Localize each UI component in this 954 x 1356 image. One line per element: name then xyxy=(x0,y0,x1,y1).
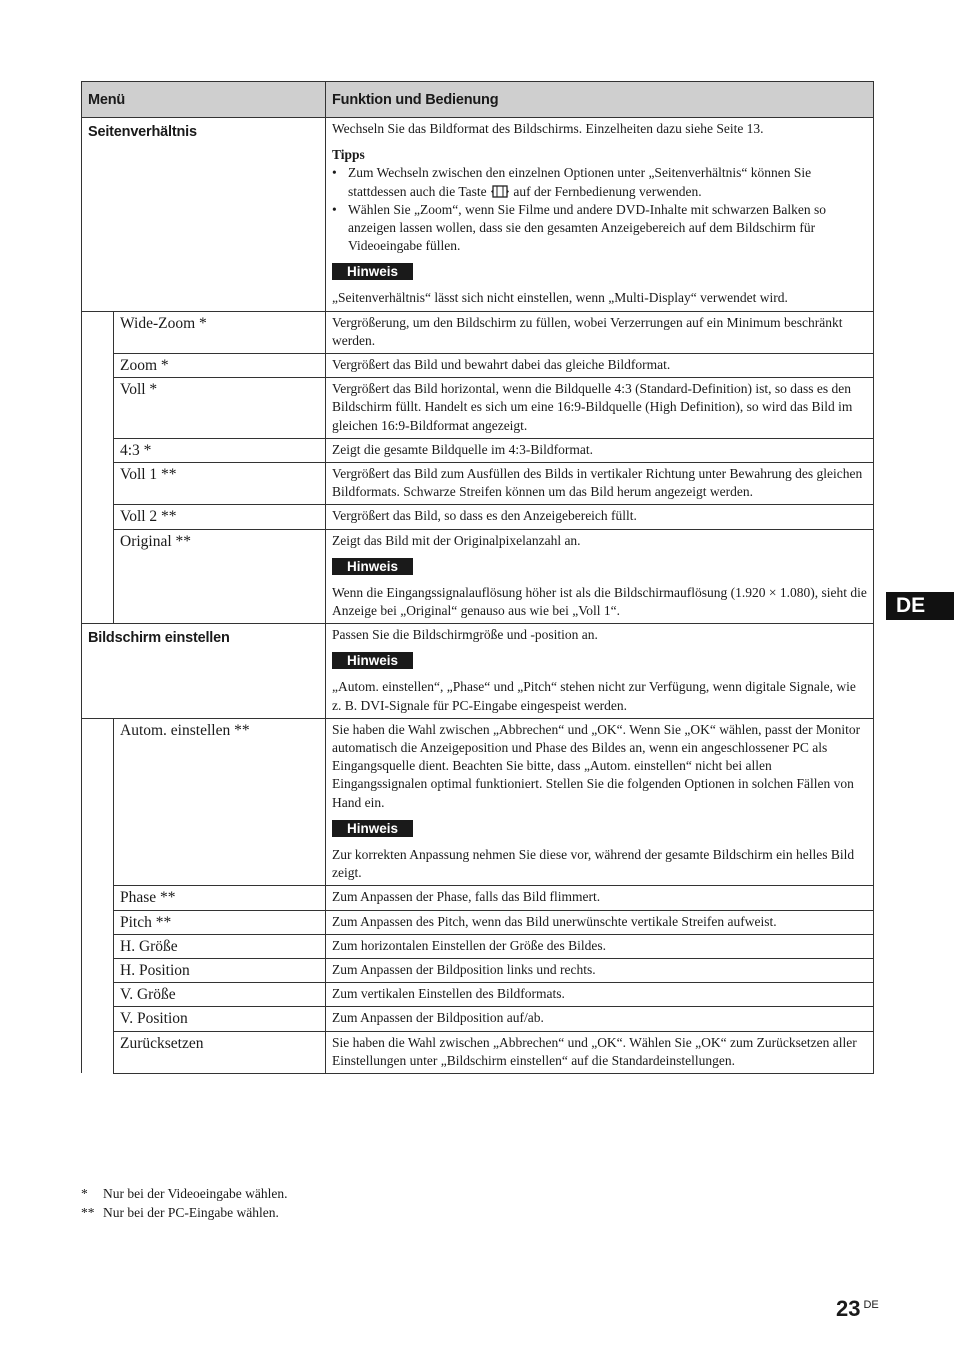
section-description xyxy=(326,624,874,719)
section-title-bildschirm-einstellen: Bildschirm einstellen xyxy=(82,624,326,719)
option-description: Vergrößert das Bild und bewahrt dabei das gleiche Bildformat. xyxy=(326,354,874,378)
option-description: Zum Anpassen des Pitch, wenn das Bild unerwünschte vertikale Streifen aufweist. xyxy=(326,910,874,934)
footnotes xyxy=(81,1184,288,1222)
header-menu: Menü xyxy=(82,82,326,118)
note-text: „Seitenverhältnis“ lässt sich nicht einstellen, wenn „Multi-Display“ verwendet wird. xyxy=(332,290,788,306)
table-header-row xyxy=(82,82,874,118)
option-name: H. Größe xyxy=(114,934,326,958)
option-name: 4:3 * xyxy=(114,438,326,462)
option-description: Zum horizontalen Einstellen der Größe des Bildes. xyxy=(326,934,874,958)
option-description: Zum Anpassen der Phase, falls das Bild flimmert. xyxy=(326,886,874,910)
table-row xyxy=(82,1031,874,1073)
table-row xyxy=(82,718,874,885)
option-description: Zum vertikalen Einstellen des Bildformats. xyxy=(326,983,874,1007)
note-text: Wenn die Eingangssignalauflösung höher ist als die Bildschirmauflösung (1.920 × 1.080), sieht die Anzeige bei „Original“ genauso aus wie bei „Voll 1“. xyxy=(332,584,867,619)
note-text: Zur korrekten Anpassung nehmen Sie diese vor, während der gesamte Bildschirm ein helles Bild zeigt. xyxy=(332,846,855,881)
table-row xyxy=(82,934,874,958)
note-text: „Autom. einstellen“, „Phase“ und „Pitch“ stehen nicht zur Verfügung, wenn digitale Signale, wie z. B. DVI-Signale für PC-Eingabe eingespeist werden. xyxy=(332,679,856,713)
table-row xyxy=(82,910,874,934)
table-row xyxy=(82,529,874,624)
table-row xyxy=(82,886,874,910)
page-number: 23 $^{DE}$ xyxy=(836,1296,879,1321)
option-name: V. Größe xyxy=(114,983,326,1007)
note-badge: Hinweis xyxy=(332,652,413,669)
note-badge: Hinweis xyxy=(332,820,413,837)
note-badge: Hinweis xyxy=(332,263,413,280)
table-row xyxy=(82,463,874,505)
option-name: Zoom * xyxy=(114,354,326,378)
option-description: Vergrößerung, um den Bildschirm zu füllen, wobei Verzerrungen auf ein Minimum beschränkt werden. xyxy=(326,311,874,353)
section-intro: Passen Sie die Bildschirmgröße und -position an. xyxy=(332,627,598,643)
table-row xyxy=(82,983,874,1007)
header-function: Funktion und Bedienung xyxy=(326,82,874,118)
option-name: H. Position xyxy=(114,958,326,982)
option-name: Phase ** xyxy=(114,886,326,910)
option-description: Zum Anpassen der Bildposition links und rechts. xyxy=(326,958,874,982)
option-name: V. Position xyxy=(114,1007,326,1031)
option-description: Sie haben die Wahl zwischen „Abbrechen“ und „OK“. Wählen Sie „OK“ zum Zurücksetzen aller Einstellungen unter „Bildschirm einstellen“ auf die Standardeinstellungen. xyxy=(326,1031,874,1073)
table-row xyxy=(82,624,874,719)
table-row xyxy=(82,958,874,982)
section-intro: Wechseln Sie das Bildformat des Bildschirms. Einzelheiten dazu siehe Seite 13. xyxy=(332,121,764,136)
option-name: Autom. einstellen ** xyxy=(114,718,326,885)
tips-heading: Tipps xyxy=(332,147,365,163)
section-description xyxy=(326,118,874,312)
option-name: Original ** xyxy=(114,529,326,624)
footnote: ** Nur bei der PC-Eingabe wählen. xyxy=(81,1205,279,1220)
option-name: Voll 2 ** xyxy=(114,505,326,529)
option-name: Voll 1 ** xyxy=(114,463,326,505)
settings-table xyxy=(81,81,874,1074)
table-row xyxy=(82,354,874,378)
option-name: Zurücksetzen xyxy=(114,1031,326,1073)
table-row xyxy=(82,505,874,529)
option-name: Wide-Zoom * xyxy=(114,311,326,353)
option-name: Voll * xyxy=(114,378,326,439)
tips-list xyxy=(332,164,867,255)
option-description: Vergrößert das Bild horizontal, wenn die Bildquelle 4:3 (Standard-Definition) ist, so dass es den Bildschirm füllt. Handelt es sich um eine 16:9-Bildquelle (High Definition), so wird das Bild im gleichen 16:9-Bildformat angezeigt. xyxy=(326,378,874,439)
option-description: Vergrößert das Bild zum Ausfüllen des Bilds in vertikaler Richtung unter Bewahrung des gleichen Bildformats. Schwarze Streifen können um das Bild herum angezeigt werden. xyxy=(326,463,874,505)
table-row xyxy=(82,1007,874,1031)
table-row xyxy=(82,118,874,312)
wide-mode-icon xyxy=(490,184,510,199)
option-description: Zeigt das Bild mit der Originalpixelanzahl an. Hinweis Wenn die Eingangssignalauflösung höher ist als die Bildschirmauflösung (1.920 × 1.080), sieht die Anzeige bei „Original“ genauso aus wie bei „Voll 1“. xyxy=(326,529,874,624)
option-name: Pitch ** xyxy=(114,910,326,934)
option-description: Zum Anpassen der Bildposition auf/ab. xyxy=(326,1007,874,1031)
list-item: • Wählen Sie „Zoom“, wenn Sie Filme und andere DVD-Inhalte mit schwarzen Balken so anzeigen lassen wollen, dass sie den gesamten Anzeigebereich auf dem Bildschirm für Videoeingabe füllen. xyxy=(332,201,867,256)
table-row xyxy=(82,378,874,439)
list-item: • Zum Wechseln zwischen den einzelnen Optionen unter „Seitenverhältnis“ können Sie stattdessen auch die Taste auf der Fernbedienung verwenden. xyxy=(332,164,867,200)
option-description: Zeigt die gesamte Bildquelle im 4:3-Bildformat. xyxy=(326,438,874,462)
note-badge: Hinweis xyxy=(332,558,413,575)
option-description: Sie haben die Wahl zwischen „Abbrechen“ und „OK“. Wenn Sie „OK“ wählen, passt der Monitor automatisch die Anzeigeposition und Phase des Bildes an, wenn ein angeschlossener PC als Eingangsquelle dient. Beachten Sie bitte, dass „Autom. einstellen“ nicht bei allen Eingangssignalen optimal funktioniert. Stellen Sie die folgenden Optionen in solchen Fällen von Hand ein. Hinweis Zur korrekten Anpassung nehmen Sie diese vor, während der gesamte Bildschirm ein helles Bild zeigt. xyxy=(326,718,874,885)
section-title-seitenverhaeltnis: Seitenverhältnis xyxy=(82,118,326,312)
table-row xyxy=(82,311,874,353)
language-tab: DE xyxy=(886,592,954,620)
option-description: Vergrößert das Bild, so dass es den Anzeigebereich füllt. xyxy=(326,505,874,529)
footnote: * Nur bei der Videoeingabe wählen. xyxy=(81,1186,288,1201)
table-row xyxy=(82,438,874,462)
